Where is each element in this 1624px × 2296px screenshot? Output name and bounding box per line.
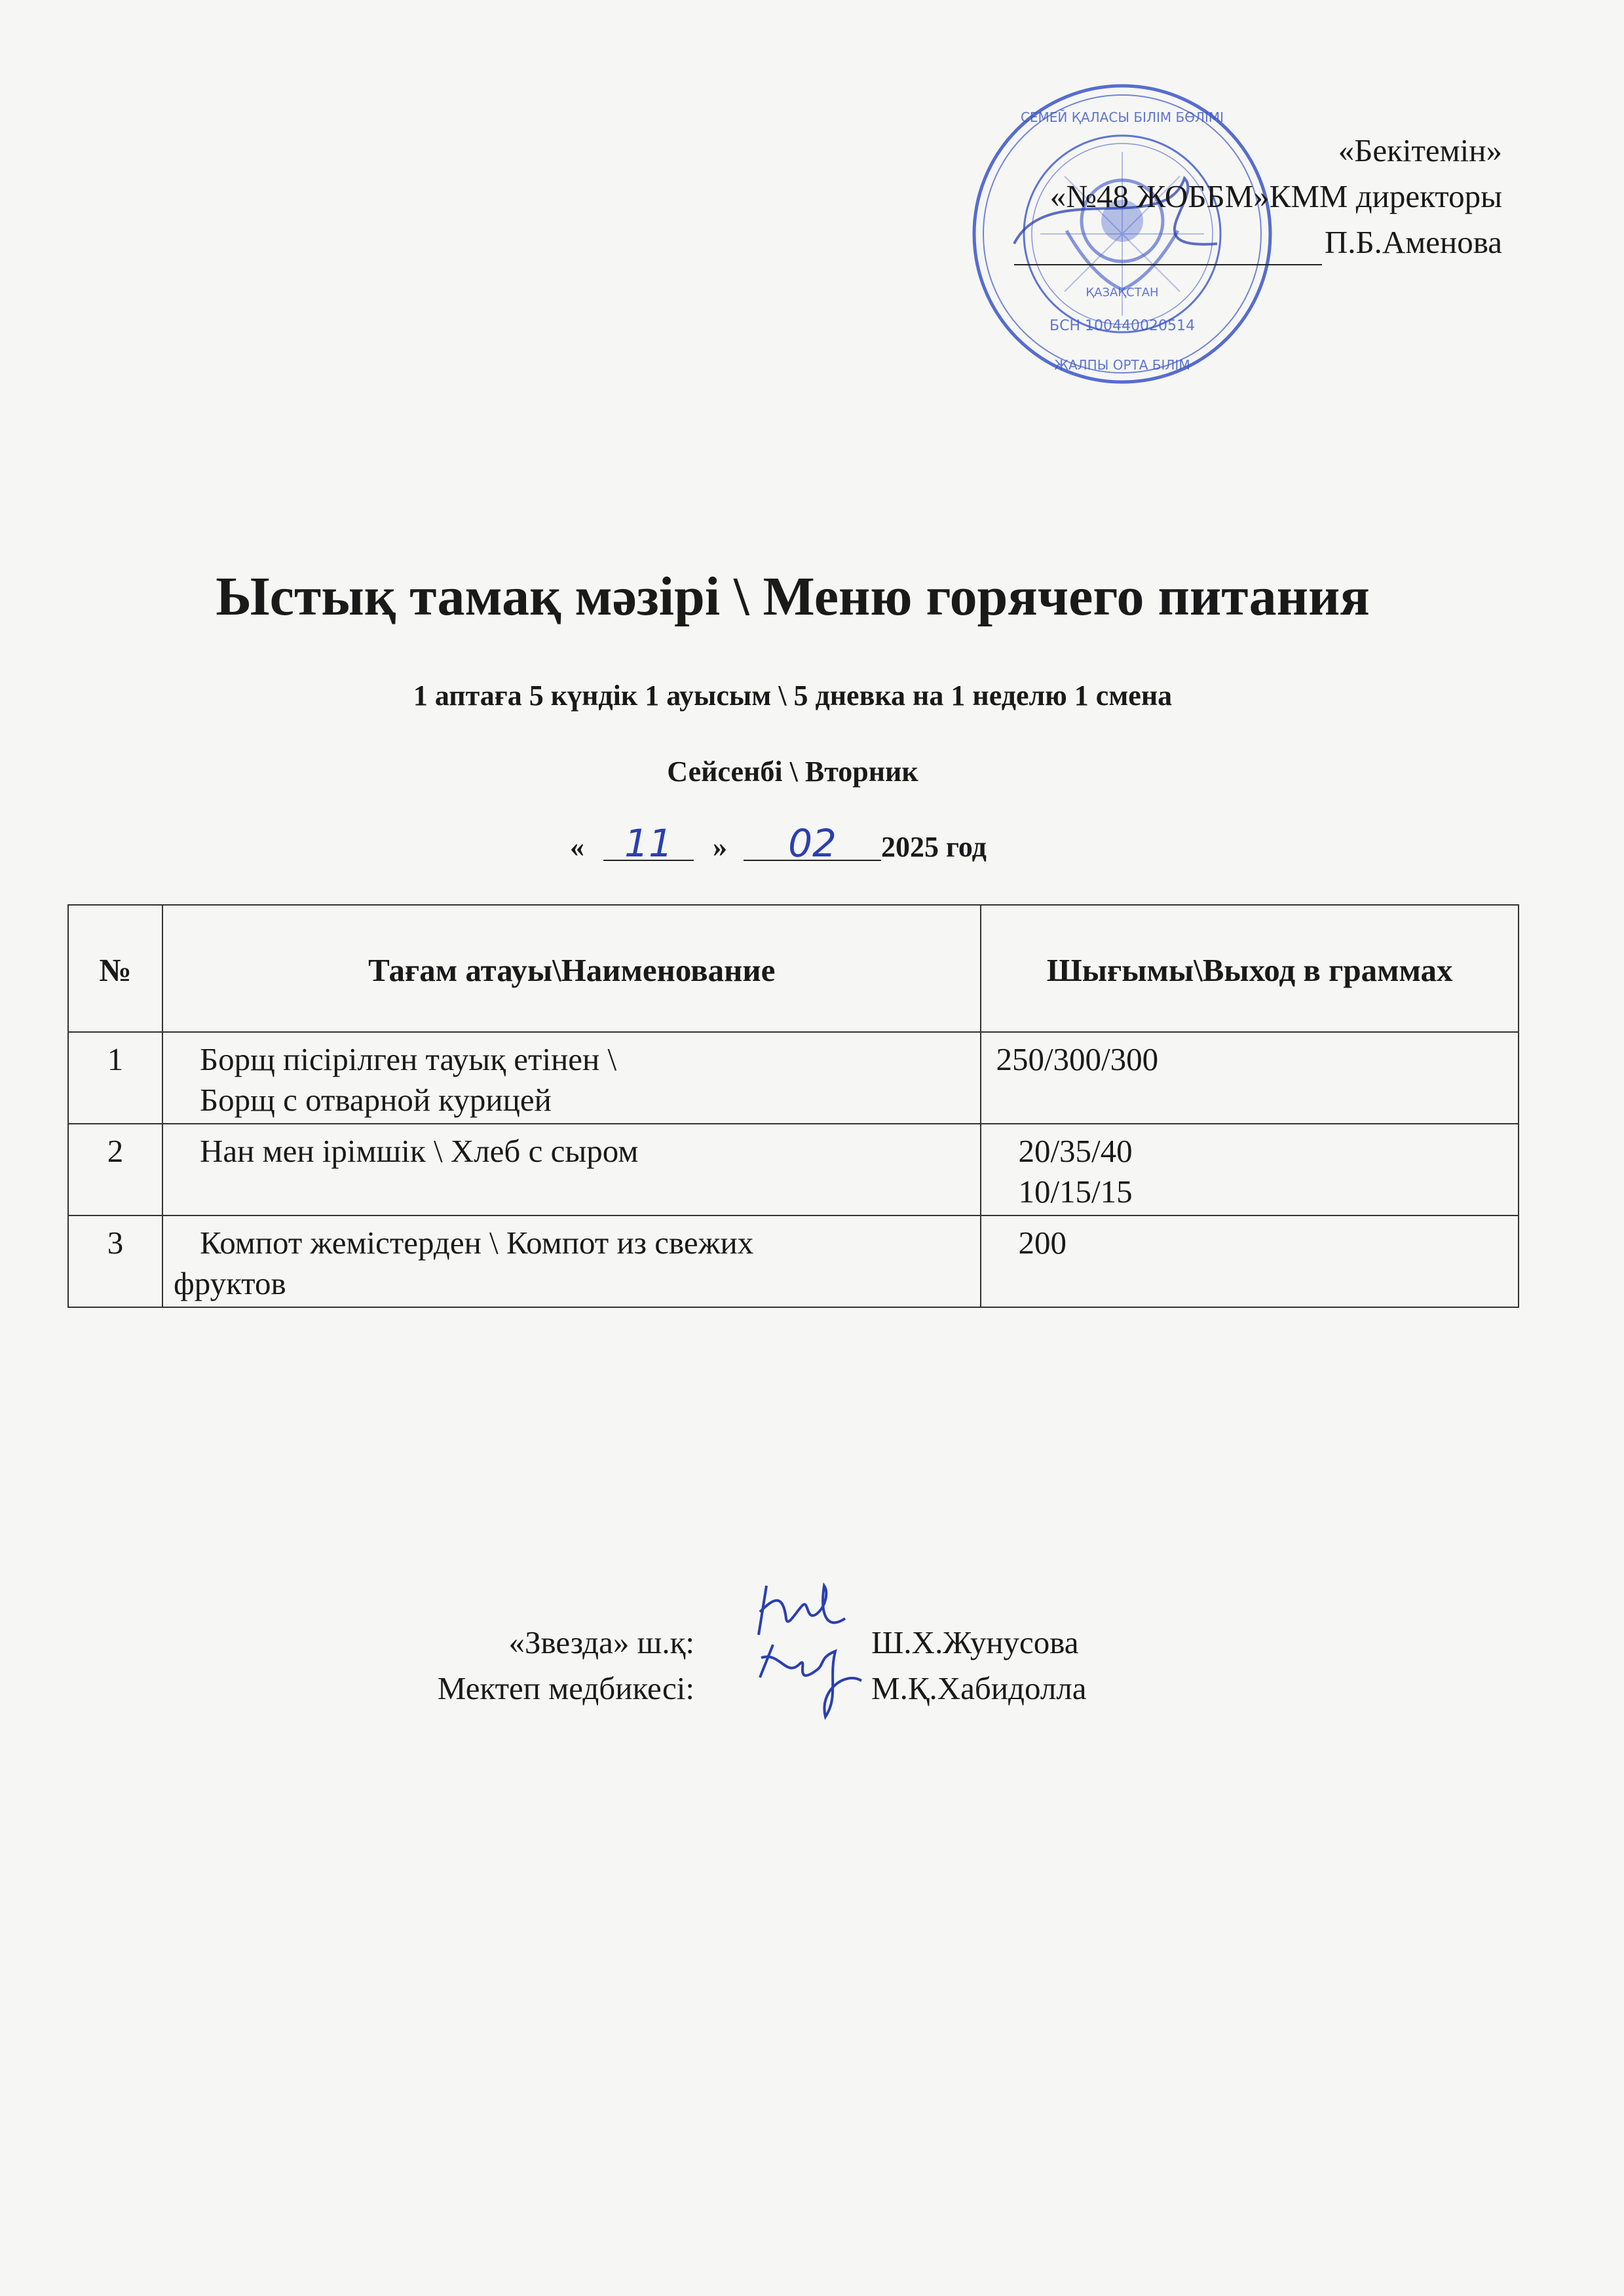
header-name: Тағам атауы\Наименование xyxy=(162,905,981,1032)
svg-text:ЖАЛПЫ ОРТА БІЛІМ: ЖАЛПЫ ОРТА БІЛІМ xyxy=(1054,357,1190,373)
date-year: 2025 год xyxy=(881,831,987,863)
director-name: П.Б.Аменова xyxy=(1324,224,1502,260)
signature-role: «Звезда» ш.қ: xyxy=(508,1624,694,1660)
table-row xyxy=(68,1124,1519,1215)
approval-signatory xyxy=(1014,220,1502,265)
row-num: 1 xyxy=(68,1032,162,1124)
row-output xyxy=(981,1124,1519,1215)
svg-text:СЕМЕЙ ҚАЛАСЫ БІЛІМ БӨЛІМІ: СЕМЕЙ ҚАЛАСЫ БІЛІМ БӨЛІМІ xyxy=(1020,109,1224,125)
date-line xyxy=(570,821,987,866)
date-month: 02 xyxy=(744,827,881,861)
row-output-line: 10/15/15 xyxy=(1018,1174,1133,1210)
row-num: 3 xyxy=(68,1215,162,1307)
signature-name: Ш.Х.Жунусова xyxy=(871,1624,1079,1660)
day-of-week: Сейсенбі \ Вторник xyxy=(667,756,918,788)
row-name-line: фруктов xyxy=(173,1265,286,1301)
svg-text:ҚАЗАҚСТАН: ҚАЗАҚСТАН xyxy=(1086,286,1159,299)
row-output xyxy=(981,1215,1519,1307)
header-output: Шығымы\Выход в граммах xyxy=(981,905,1519,1032)
row-output-line: 200 xyxy=(1018,1225,1067,1261)
row-name xyxy=(162,1032,981,1124)
table-header-row xyxy=(68,905,1519,1032)
row-name xyxy=(162,1215,981,1307)
approval-position: «№48 ЖОББМ»КММ директоры xyxy=(1049,178,1502,214)
row-output-line: 20/35/40 xyxy=(1018,1133,1133,1169)
page-title: Ыстық тамақ мәзірі \ Меню горячего питания xyxy=(216,566,1370,627)
row-name-line: Компот жемістерден \ Компот из свежих xyxy=(199,1225,754,1261)
row-name-line: Борщ с отварной курицей xyxy=(199,1082,552,1118)
date-close-quote: » xyxy=(713,831,727,863)
row-output xyxy=(981,1032,1519,1124)
svg-text:БСН 100440020514: БСН 100440020514 xyxy=(1049,318,1195,334)
row-num: 2 xyxy=(68,1124,162,1215)
date-open-quote: « xyxy=(570,831,584,863)
signature-line xyxy=(1014,234,1322,265)
approval-heading: «Бекітемін» xyxy=(1338,132,1502,168)
handwritten-signatures-icon xyxy=(747,1573,871,1723)
approval-block xyxy=(1014,128,1502,265)
row-output-line: 250/300/300 xyxy=(996,1041,1159,1077)
signature-role: Мектеп медбикесі: xyxy=(437,1670,694,1706)
table-row xyxy=(68,1215,1519,1307)
header-num: № xyxy=(68,905,162,1032)
row-name xyxy=(162,1124,981,1215)
date-day: 11 xyxy=(603,827,694,861)
table-row xyxy=(68,1032,1519,1124)
row-name-line: Борщ пісірілген тауық етінен \ xyxy=(199,1041,617,1077)
menu-table xyxy=(67,904,1519,1308)
page-subtitle: 1 аптаға 5 күндік 1 ауысым \ 5 дневка на 1 неделю 1 смена xyxy=(413,679,1173,712)
signature-name: М.Қ.Хабидолла xyxy=(871,1670,1087,1706)
row-name-line: Нан мен ірімшік \ Хлеб с сыром xyxy=(199,1133,639,1169)
